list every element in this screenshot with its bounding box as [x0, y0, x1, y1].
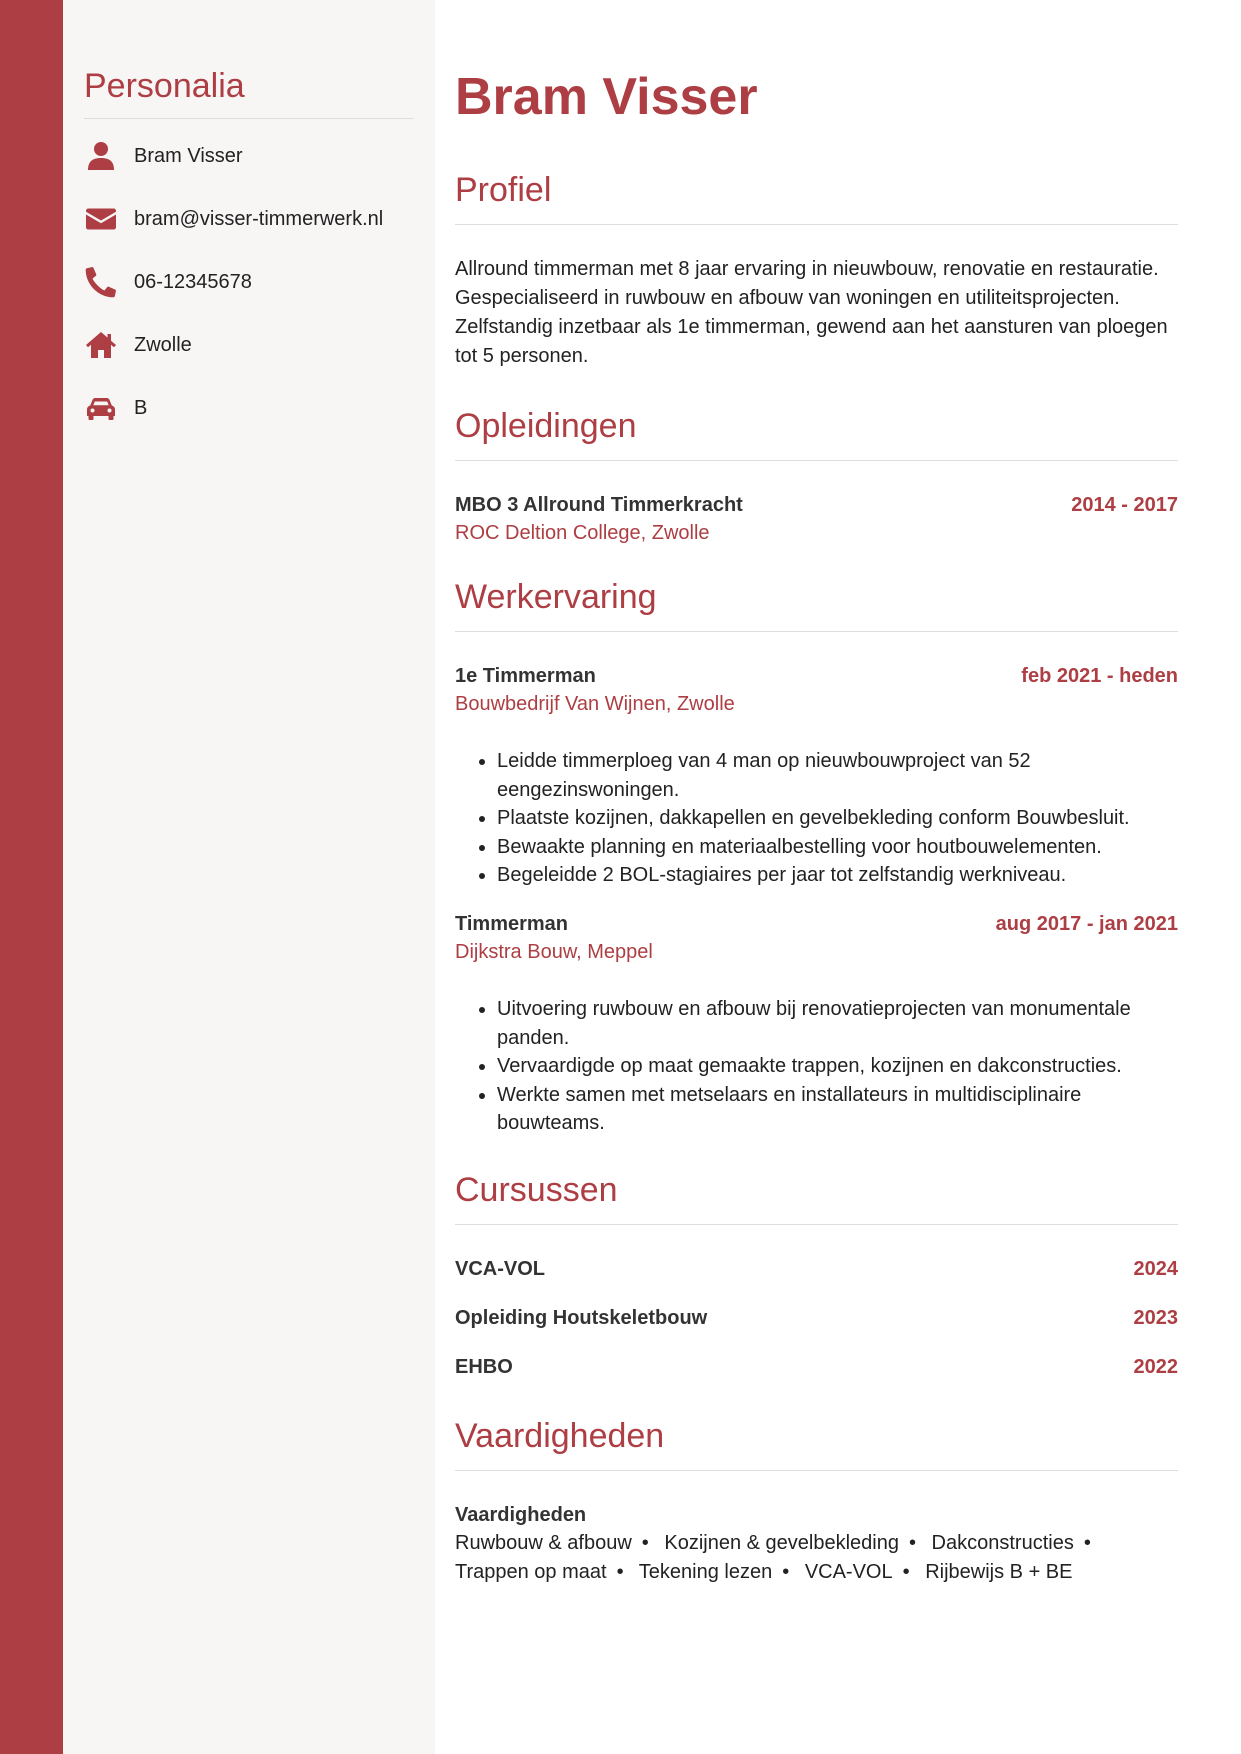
- section-education: [455, 404, 1178, 547]
- list-item: • Plaatste kozijnen, dakkapellen en gevelbekleding conform Bouwbesluit.: [497, 804, 1178, 833]
- section-divider: [455, 224, 1178, 225]
- experience-item: [455, 910, 1178, 1138]
- contact-city-text: Zwolle: [134, 333, 192, 356]
- skill-separator: •: [908, 1531, 916, 1554]
- course-year: 2023: [1133, 1306, 1178, 1329]
- contact-name: [84, 139, 414, 173]
- contact-city: [84, 328, 414, 362]
- list-item: • Werkte samen met metselaars en installateurs in multidisciplinaire bouwteams.: [497, 1081, 1178, 1138]
- experience-item: [455, 662, 1178, 890]
- envelope-icon: [84, 202, 118, 236]
- course-year: 2022: [1133, 1355, 1178, 1378]
- experience-company: Dijkstra Bouw, Meppel: [455, 940, 653, 963]
- contact-phone: [84, 265, 414, 299]
- course-item: [455, 1353, 1178, 1381]
- contact-email: [84, 202, 414, 236]
- sidebar: [63, 0, 435, 1754]
- skill-item: Trappen op maat: [455, 1560, 607, 1583]
- section-experience: [455, 575, 1178, 1138]
- experience-dates: aug 2017 - jan 2021: [995, 912, 1178, 935]
- course-item: [455, 1304, 1178, 1353]
- section-title: Cursussen: [455, 1170, 618, 1209]
- user-icon: [84, 139, 118, 173]
- contact-phone-text: 06-12345678: [134, 270, 252, 293]
- course-item: [455, 1255, 1178, 1304]
- section-title: Opleidingen: [455, 407, 637, 445]
- skills-category: Vaardigheden: [455, 1503, 587, 1526]
- skill-separator: •: [616, 1560, 624, 1583]
- skills-list: [455, 1529, 1178, 1587]
- section-divider: [455, 460, 1178, 461]
- list-item: • Begeleidde 2 BOL-stagiaires per jaar tot zelfstandig werkniveau.: [497, 861, 1178, 890]
- sidebar-divider: [84, 118, 414, 119]
- profile-text: Allround timmerman met 8 jaar ervaring in nieuwbouw, renovatie en restauratie. Gespecialiseerd in ruwbouw en afbouw van woningen en utiliteitsprojecten. Zelfstandig inzetbaar als 1e timmerman, gewend aan het aansturen van ploegen tot 5 personen.: [455, 258, 1168, 367]
- course-year: 2024: [1133, 1257, 1178, 1280]
- experience-company: Bouwbedrijf Van Wijnen, Zwolle: [455, 693, 735, 715]
- education-degree: MBO 3 Allround Timmerkracht: [455, 494, 743, 516]
- course-name: EHBO: [455, 1355, 513, 1378]
- section-skills: [455, 1414, 1178, 1587]
- section-title: Profiel: [455, 171, 552, 209]
- main-content: [455, 60, 1178, 1587]
- section-courses: [455, 1168, 1178, 1381]
- experience-dates: feb 2021 - heden: [1021, 665, 1178, 687]
- list-item: • Vervaardigde op maat gemaakte trappen, kozijnen en dakconstructies.: [497, 1052, 1178, 1081]
- experience-role: Timmerman: [455, 912, 569, 935]
- list-item: • Leidde timmerploeg van 4 man op nieuwbouwproject van 52 eengezinswoningen.: [497, 747, 1178, 804]
- skill-item: Tekening lezen: [638, 1560, 773, 1583]
- skill-separator: •: [641, 1531, 649, 1554]
- accent-stripe: [0, 0, 63, 1754]
- education-item: [455, 491, 1178, 547]
- experience-role: 1e Timmerman: [455, 665, 596, 687]
- section-title: Werkervaring: [455, 578, 657, 616]
- course-name: VCA-VOL: [455, 1257, 545, 1280]
- contact-email-text: bram@visser-timmerwerk.nl: [134, 207, 384, 230]
- course-name: Opleiding Houtskeletbouw: [455, 1306, 708, 1329]
- list-item: • Uitvoering ruwbouw en afbouw bij renovatieprojecten van monumentale panden.: [497, 995, 1178, 1052]
- car-icon: [84, 391, 118, 425]
- skill-item: VCA-VOL: [804, 1560, 893, 1583]
- skill-item: Dakconstructies: [931, 1531, 1074, 1554]
- skill-item: Rijbewijs B + BE: [925, 1560, 1073, 1583]
- education-school: ROC Deltion College, Zwolle: [455, 522, 710, 544]
- experience-bullets: [455, 747, 1178, 890]
- section-divider: [455, 1470, 1178, 1471]
- phone-icon: [84, 265, 118, 299]
- sidebar-title: Personalia: [84, 67, 245, 105]
- skill-separator: •: [1083, 1531, 1091, 1554]
- skill-item: Kozijnen & gevelbekleding: [664, 1531, 899, 1554]
- skill-item: Ruwbouw & afbouw: [455, 1531, 632, 1554]
- skill-separator: •: [902, 1560, 910, 1583]
- contact-license-text: B: [134, 396, 148, 419]
- skill-separator: •: [782, 1560, 790, 1583]
- section-divider: [455, 1224, 1178, 1225]
- contact-license: [84, 391, 414, 425]
- experience-bullets: [455, 995, 1178, 1138]
- section-title: Vaardigheden: [455, 1416, 665, 1455]
- contact-name-text: Bram Visser: [134, 144, 243, 167]
- home-icon: [84, 328, 118, 362]
- section-divider: [455, 631, 1178, 632]
- list-item: • Bewaakte planning en materiaalbestelling voor houtbouwelementen.: [497, 833, 1178, 862]
- education-dates: 2014 - 2017: [1071, 494, 1178, 516]
- section-profile: [455, 168, 1178, 371]
- candidate-name: Bram Visser: [455, 68, 758, 126]
